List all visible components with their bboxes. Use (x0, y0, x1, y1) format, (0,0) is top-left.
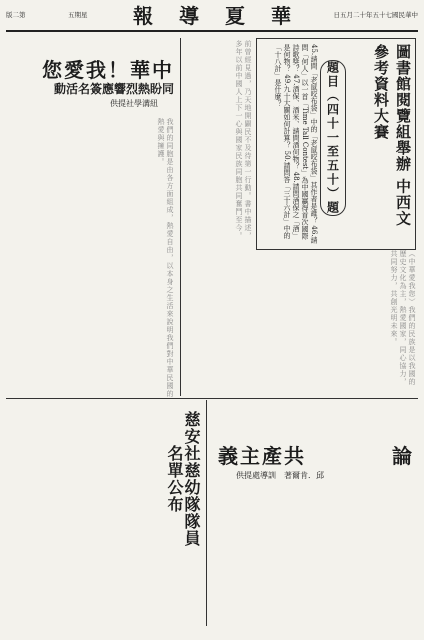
question-50: 50.請問答「三十六計」中的「十八計」是什麼？ (274, 44, 291, 239)
commentary-headline (218, 440, 414, 469)
bottom-divider (206, 400, 207, 626)
question-49: 49.九十大關如何計算？ (283, 74, 291, 149)
article-headline: 您愛我！華中 (42, 58, 174, 82)
notice-title: 慈安社慈幼隊隊員名單公布 (165, 411, 201, 547)
question-47: 47.酒保、酒米、請問酒何物？ (292, 74, 300, 170)
commentary-byline: 供提處導訓 著爾肯．邱 (236, 471, 324, 480)
masthead-rule (6, 30, 418, 32)
contest-badge: 題目（四十一至五十）題 (320, 60, 346, 216)
commentary-title: 義主產共 (218, 444, 306, 468)
column-divider (180, 38, 181, 396)
question-46: 46.請問「何人」以一首「Time Tall Contest」為中國贏得首次國際詩歌獎？ (292, 44, 318, 244)
contest-questions (260, 44, 318, 244)
commentary-tag: 論 (392, 444, 414, 468)
contest-title: 圖書館閱覽組舉辦 中西文參考資料大賽 (372, 44, 412, 227)
weekday-label: 五期星 (68, 11, 88, 19)
article-body: 我們的同胞是由各方面組成，熱愛自由，以本身之生活來說明我們對中華民國的熱愛與擁護。 (157, 118, 174, 398)
question-45: 45.請問「老鼠咬布袋」中的「老鼠咬布袋」其作者是誰？ (310, 44, 318, 224)
masthead-title: 報導夏華 (133, 4, 317, 28)
masthead (6, 4, 418, 28)
middle-column-b: （中華愛我您）我們的民族是以我國的歷史文化為主，熱愛國家，同心協力，共同努力，共創光明未來。 (390, 250, 416, 386)
article-credit: 供提社學溝紐 (110, 99, 158, 108)
date-label: 日五月二十年五十七國民華中 (333, 11, 418, 19)
question-48: 48.請問酒保之「酒」是何物？ (283, 44, 300, 239)
middle-column-a: 前曾經見過，乃天地開闢民不及待第一行動。書中描述，多年以前中國人上下一心與國家民族同胞共同奮鬥至今。 (235, 40, 252, 240)
section-divider (6, 398, 418, 399)
article-subhead: 動活名簽應響烈熱盼同 (53, 82, 174, 96)
issue-label: 版二第 (6, 11, 26, 19)
